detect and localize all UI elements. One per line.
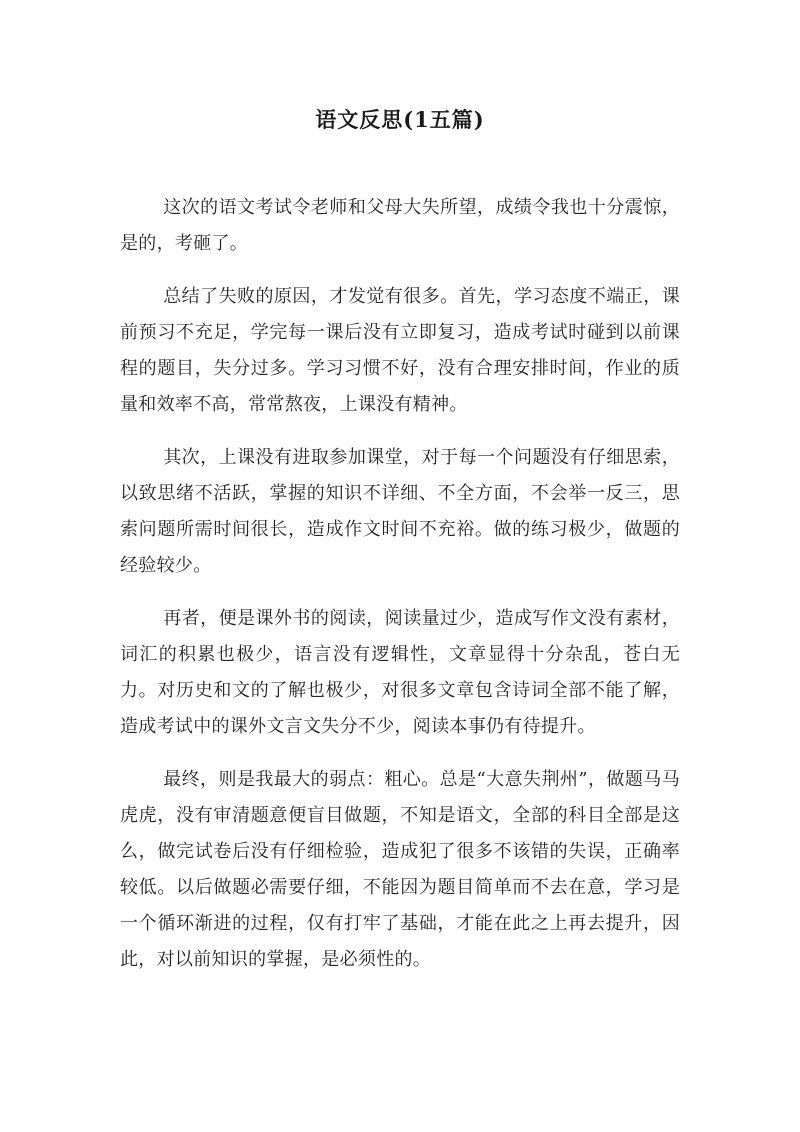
paragraph-3: 其次，上课没有进取参加课堂，对于每一个问题没有仔细思索，以致思绪不活跃，掌握的知识不详细、不全方面，不会举一反三，思索问题所需时间很长，造成作文时间不充裕。做的练习极少，做题的经验较少。 [120, 447, 680, 576]
paragraph-4: 再者，便是课外书的阅读，阅读量过少，造成写作文没有素材，词汇的积累也极少，语言没有逻辑性，文章显得十分杂乱，苍白无力。对历史和文的了解也极少，对很多文章包含诗词全部不能了解，造成考试中的课外文言文失分不少，阅读本事仍有待提升。 [120, 608, 680, 737]
document-body [120, 190, 680, 978]
document-title: 语文反思(1五篇) [315, 107, 485, 132]
paragraph-1: 这次的语文考试令老师和父母大失所望，成绩令我也十分震惊，是的，考砸了。 [120, 197, 680, 254]
paragraph-2: 总结了失败的原因，才发觉有很多。首先，学习态度不端正，课前预习不充足，学完每一课后没有立即复习，造成考试时碰到以前课程的题目，失分过多。学习习惯不好，没有合理安排时间，作业的质量和效率不高，常常熬夜，上课没有精神。 [120, 286, 680, 415]
paragraph-5: 最终，则是我最大的弱点：粗心。总是“大意失荆州”，做题马马虎虎，没有审清题意便盲目做题，不知是语文，全部的科目全部是这么，做完试卷后没有仔细检验，造成犯了很多不该错的失误，正确率较低。以后做题必需要仔细，不能因为题目简单而不去在意，学习是一个循环渐进的过程，仅有打牢了基础，才能在此之上再去提升，因此，对以前知识的掌握，是必须性的。 [120, 769, 680, 970]
